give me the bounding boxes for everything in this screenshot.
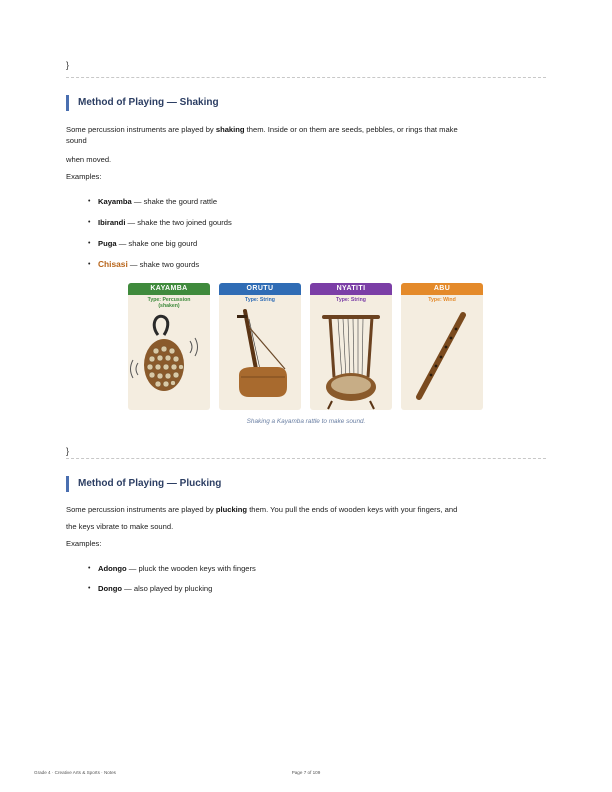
figure-caption: Shaking a Kayamba rattle to make sound.: [246, 418, 366, 425]
instrument-card-nyatiti: [310, 283, 392, 410]
list-item: [88, 218, 232, 228]
list-item: [88, 239, 197, 249]
plucking-intro-paragraph: [66, 504, 457, 515]
closing-brace: }: [66, 446, 70, 456]
bullet-icon: •: [88, 261, 91, 268]
list-item: [88, 197, 217, 207]
card-title: ABU: [401, 283, 483, 295]
intro-text: Some percussion instruments are played by: [66, 505, 216, 514]
card-type: Type: String: [336, 297, 366, 303]
card-type: Type: Percussion: [147, 297, 191, 303]
shaking-intro-line3: when moved.: [66, 155, 112, 164]
list-item-term: Dongo: [98, 584, 123, 593]
intro-text-continued: them. You pull the ends of wooden keys with your fingers, and: [247, 505, 458, 514]
list-item-desc: — shake the gourd rattle: [131, 197, 218, 206]
bullet-icon: •: [88, 219, 91, 226]
instrument-card-kayamba: [128, 283, 210, 410]
examples-label: Examples:: [66, 172, 102, 181]
shaking-intro-paragraph: [66, 124, 458, 135]
kayamba-rattle-icon: [128, 307, 210, 410]
card-title: ORUTU: [219, 283, 301, 295]
card-title: NYATITI: [310, 283, 392, 295]
list-item-desc: — also played by plucking: [122, 584, 213, 593]
list-item-term: Kayamba: [98, 197, 132, 206]
list-item-desc: — shake two gourds: [127, 260, 200, 269]
footer-page-number: Page 7 of 109: [291, 770, 321, 775]
plucking-intro-line2: the keys vibrate to make sound.: [66, 522, 174, 531]
section-divider: [66, 458, 546, 459]
bullet-icon: •: [88, 585, 91, 592]
section-heading-shaking: Method of Playing — Shaking: [66, 95, 219, 111]
bullet-icon: •: [88, 198, 91, 205]
intro-bold-term: plucking: [215, 505, 248, 514]
intro-text-continued: them. Inside or on them are seeds, pebbles, or rings that make: [244, 125, 458, 134]
list-item: [88, 564, 256, 574]
list-item-term: Puga: [98, 239, 117, 248]
closing-brace: }: [66, 60, 70, 70]
card-subtype: (shaken): [158, 303, 180, 309]
instrument-card-orutu: [219, 283, 301, 410]
intro-bold-term: shaking: [215, 125, 245, 134]
list-item-term: Ibirandi: [98, 218, 126, 227]
abu-flute-icon: [401, 307, 483, 410]
card-type: Type: Wind: [428, 297, 456, 303]
footer-course-label: Grade 4 · Creative Arts & Sports · Notes: [34, 770, 116, 775]
instrument-figure: [128, 283, 484, 410]
bullet-icon: •: [88, 565, 91, 572]
list-item-term-highlight: Chisasi: [98, 259, 128, 269]
intro-text: Some percussion instruments are played by: [66, 125, 216, 134]
shaking-intro-line2: sound: [66, 136, 87, 145]
nyatiti-lyre-icon: [310, 307, 392, 410]
list-item: [88, 259, 199, 270]
orutu-fiddle-icon: [219, 307, 301, 410]
instrument-card-abu: [401, 283, 483, 410]
card-type: Type: String: [245, 297, 275, 303]
list-item-term: Adongo: [98, 564, 127, 573]
list-item-desc: — shake the two joined gourds: [125, 218, 232, 227]
section-divider: [66, 77, 546, 78]
examples-label: Examples:: [66, 539, 102, 548]
list-item-desc: — pluck the wooden keys with fingers: [126, 564, 256, 573]
card-title: KAYAMBA: [128, 283, 210, 295]
bullet-icon: •: [88, 240, 91, 247]
section-heading-plucking: Method of Playing — Plucking: [66, 476, 221, 492]
list-item: [88, 584, 212, 594]
list-item-desc: — shake one big gourd: [116, 239, 198, 248]
